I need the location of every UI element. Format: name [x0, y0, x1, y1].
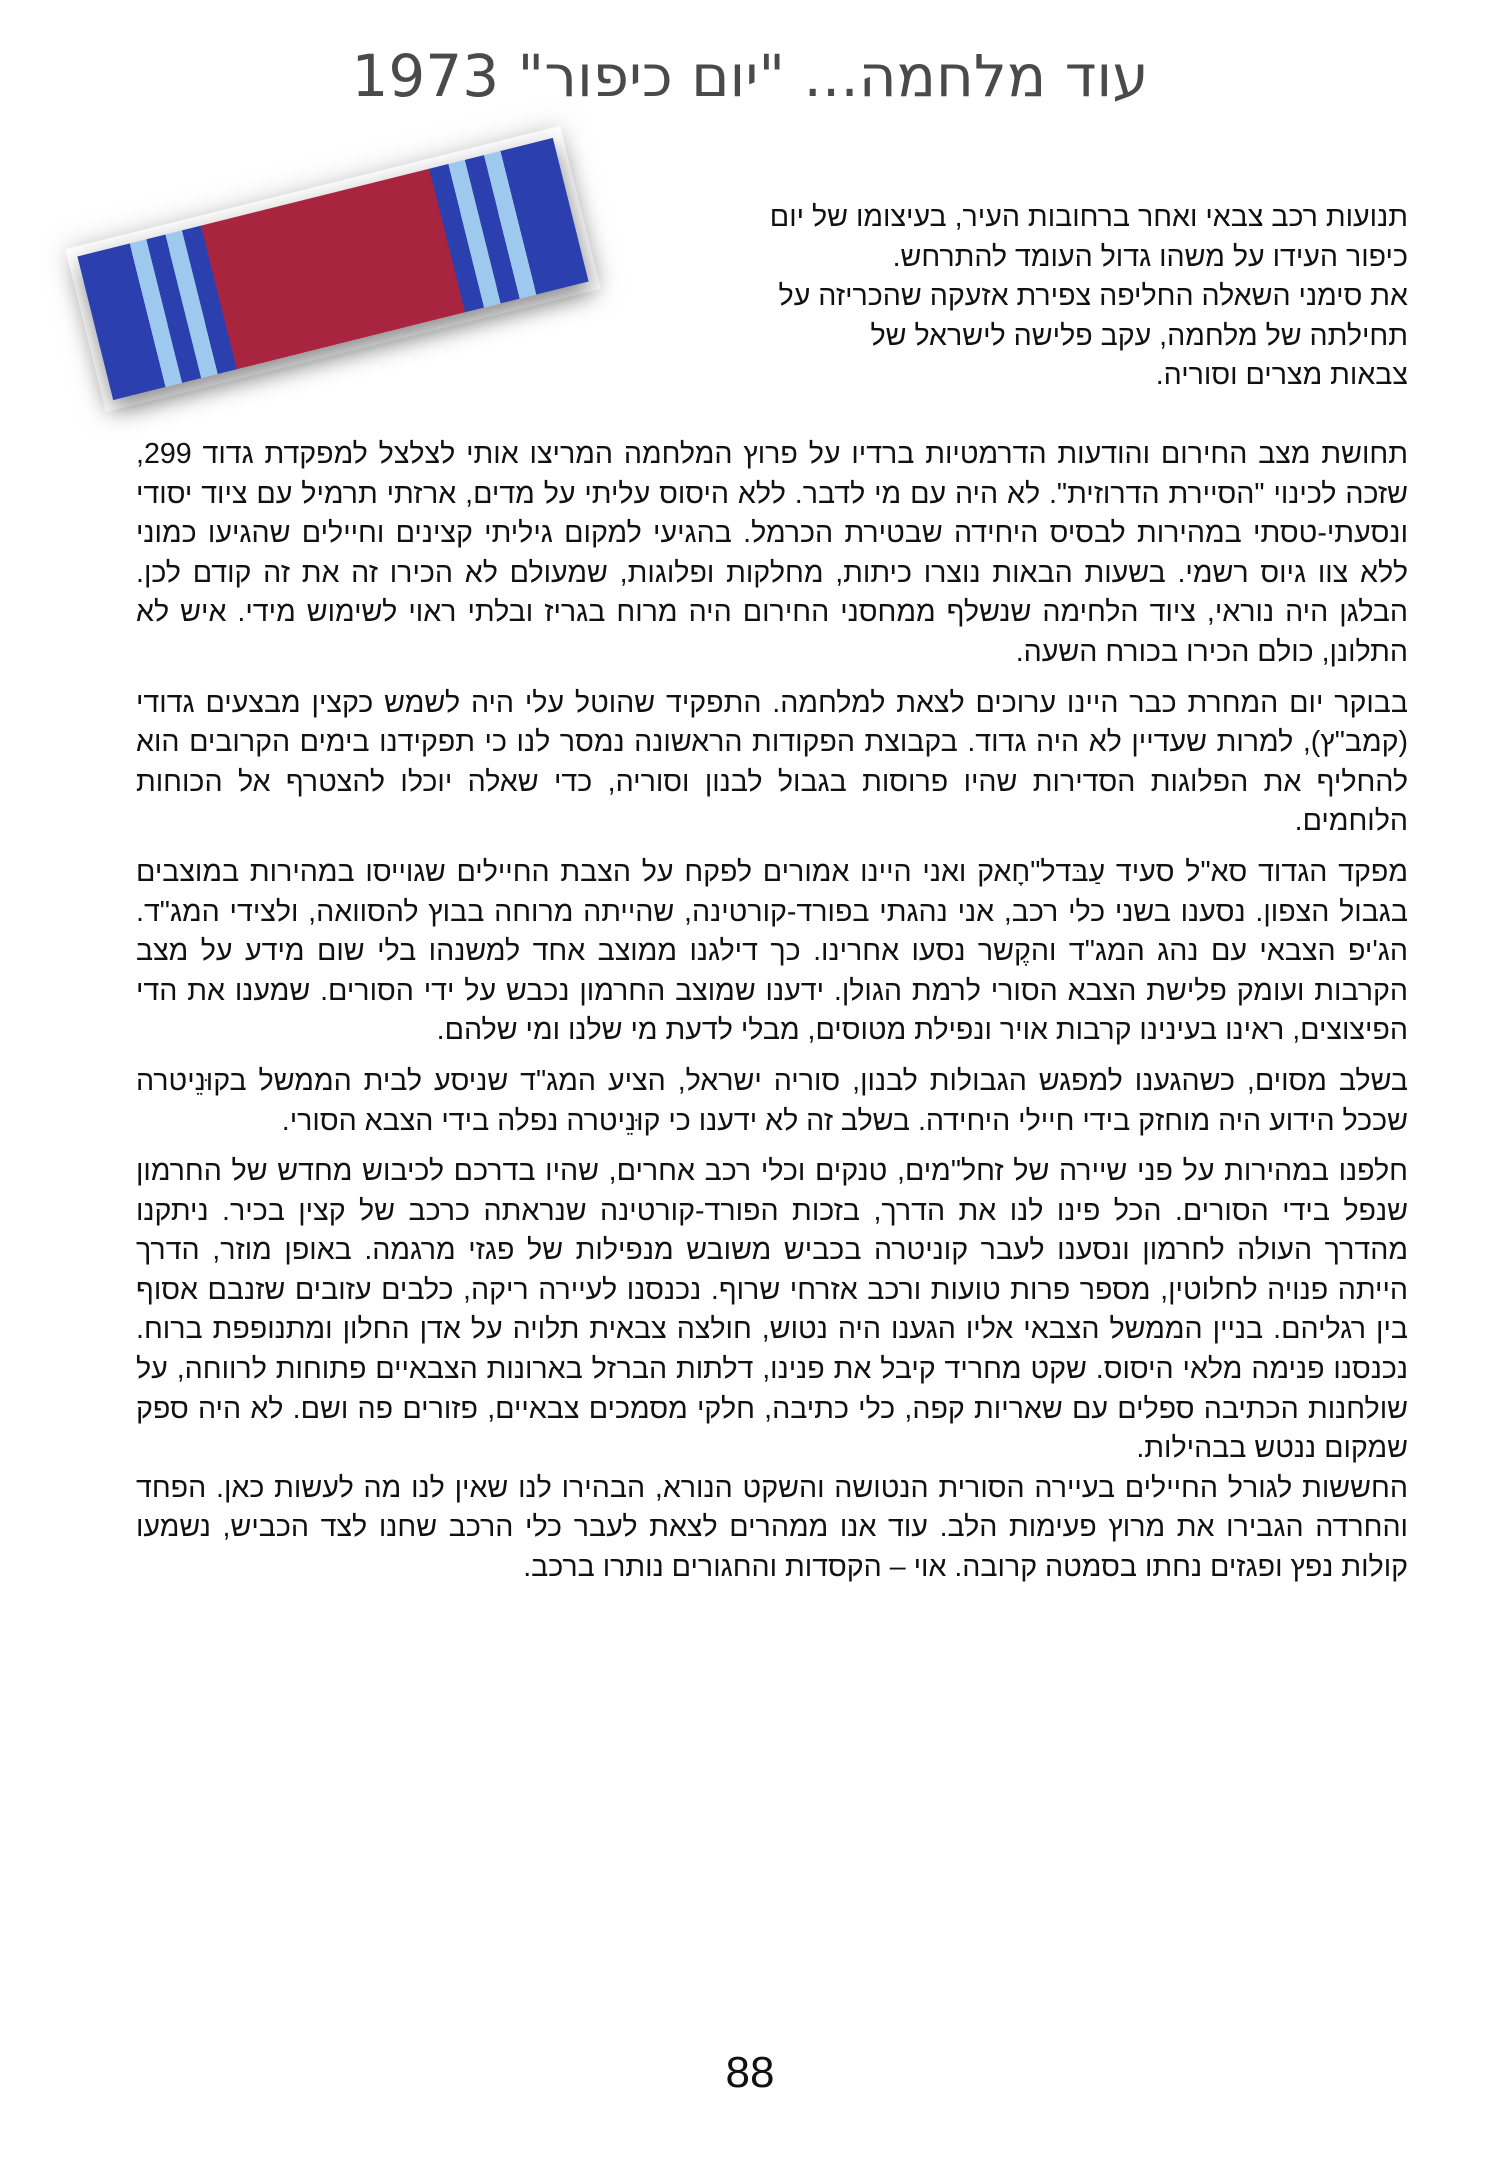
page-number: 88: [725, 2048, 775, 2097]
paragraph: חלפנו במהירות על פני שיירה של זחל"מים, טנקים וכלי רכב אחרים, שהיו בדרכם לכיבוש מחדש של החרמון שנפל בידי הסורים. הכל פינו לנו את הדרך, בזכות הפורד-קורטינה שנראתה כרכב של קצין בכיר. ניתקנו מהדרך העולה לחרמון ונסענו לעבר קוניטרה בכביש משובש מנפילות של פגזי מרגמה. באופן מוזר, הדרך הייתה פנויה לחלוטין, מספר פרות טועות ורכב אזרחי שרוף. נכנסנו לעיירה ריקה, כלבים עזובים שזנבם אסוף בין רגליהם. בניין הממשל הצבאי אליו הגענו היה נטוש, חולצה צבאית תלויה על אדן החלון ומתנופפת ברוח. נכנסנו פנימה מלאי היסוס. שקט מחריד קיבל את פנינו, דלתות הברזל בארונות הצבאיים פתוחות לרווחה, על שולחנות הכתיבה ספלים עם שאריות קפה, כלי כתיבה, חלקי מסמכים צבאיים, פזורים פה ושם. לא היה ספק שמקום ננטש בבהילות.: [136, 1155, 1408, 1465]
intro-line: את סימני השאלה החליפה צפירת אזעקה שהכריזה על: [778, 280, 1408, 313]
page-title: עוד מלחמה... "יום כיפור" 1973: [351, 42, 1149, 110]
intro-line: צבאות מצרים וסוריה.: [1155, 359, 1408, 392]
paragraph: בשלב מסוים, כשהגענו למפגש הגבולות לבנון, סוריה ישראל, הציע המג"ד שניסע לבית הממשל בקוּנֵיטרה שככל הידוע היה מוחזק בידי חיילי היחידה. בשלב זה לא ידענו כי קוּנֵיטרה נפלה בידי הצבא הסורי.: [136, 1064, 1408, 1137]
body-text: [136, 435, 1408, 1599]
paragraph: תחושת מצב החירום והודעות הדרמטיות ברדיו על פרוץ המלחמה המריצו אותי לצלצל למפקדת גדוד 299, שזכה לכינוי "הסיירת הדרוזית". לא היה עם מי לדבר. ללא היסוס עליתי על מדים, ארזתי תרמיל עם ציוד יסודי ונסעתי-טסתי במהירות לבסיס היחידה שבטירת הכרמל. בהגיעי למקום גיליתי קצינים וחיילים שהגיעו כמוני ללא צוו גיוס רשמי. בשעות הבאות נוצרו כיתות, מחלקות ופלוגות, שמעולם לא הכירו זה את זה קודם לכן. הבלגן היה נוראי, ציוד הלחימה שנשלף ממחסני החירום היה מרוח בגריז ובלתי ראוי לשימוש מידי. איש לא התלונן, כולם הכירו בכורח השעה.: [136, 438, 1408, 668]
intro-line: כיפור העידו על משהו גדול העומד להתרחש.: [892, 240, 1408, 273]
intro-text: [563, 198, 1408, 396]
paragraph: מפקד הגדוד סא"ל סעיד עַבּדל"חָאק ואני היינו אמורים לפקח על הצבת החיילים שגוייסו במהירות במוצבים בגבול הצפון. נסענו בשני כלי רכב, אני נהגתי בפורד-קורטינה, שהייתה מרוחה בבוץ להסוואה, ולצידי המג"ד. הג'יפ הצבאי עם נהג המג"ד והקֶשר נסעו אחרינו. כך דילגנו ממוצב אחד למשנהו בלי שום מידע על מצב הקרבות ועומק פלישת הצבא הסורי לרמת הגולן. ידענו שמוצב החרמון נכבש על ידי הסורים. שמענו את הדי הפיצוצים, ראינו בעינינו קרבות אויר ונפילת מטוסים, מבלי לדעת מי שלנו ומי שלהם.: [136, 855, 1408, 1047]
paragraph: בבוקר יום המחרת כבר היינו ערוכים לצאת למלחמה. התפקיד שהוטל עלי היה לשמש כקצין מבצעים גדודי (קמב"ץ), למרות שעדיין לא היה גדוד. בקבוצת הפקודות הראשונה נמסר לנו כי תפקידנו בימים הקרובים הוא להחליף את הפלוגות הסדירות שהיו פרוסות בגבול לבנון וסוריה, כדי שאלה יוכלו להצטרף אל הכוחות הלוחמים.: [136, 686, 1408, 838]
ribbon-bar-image: [77, 138, 588, 400]
intro-line: תנועות רכב צבאי ואחר ברחובות העיר, בעיצומו של יום: [769, 201, 1408, 233]
ribbon-bar-icon: [77, 138, 588, 400]
paragraph: החששות לגורל החיילים בעיירה הסורית הנטושה והשקט הנורא, הבהירו לנו שאין לנו מה לעשות כאן. הפחד והחרדה הגבירו את מרוץ פעימות הלב. עוד אנו ממהרים לצאת לעבר כלי הרכב שחנו לצד הכביש, נשמעו קולות נפץ ופגזים נחתו בסמטה קרובה. אוי – הקסדות והחגורים נותרו ברכב.: [136, 1471, 1408, 1584]
intro-line: תחילתה של מלחמה, עקב פלישה לישראל של: [870, 319, 1408, 352]
